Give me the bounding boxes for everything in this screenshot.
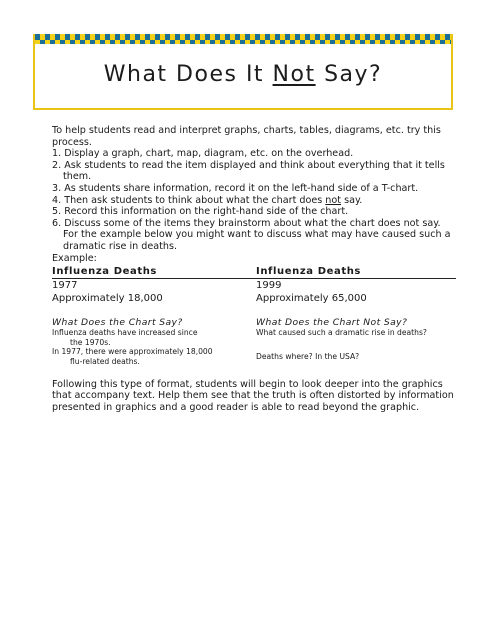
left-answer: In 1977, there were approximately 18,000 flu-related deaths. — [52, 347, 213, 366]
example-label: Example: — [52, 252, 97, 264]
right-answer: Deaths where? In the USA? — [256, 352, 360, 362]
step-item: 2. Ask students to read the item displayed and think about everything that it tells them. — [52, 159, 445, 183]
followup-text: Following this type of format, students will begin to look deeper into the graphics that accompany text. Help them see that the truth is often distorted by information presented in graphics and a good reader is able to read beyond the graphic. — [52, 378, 454, 413]
title-box — [33, 34, 453, 110]
left-question: What Does the Chart Say? — [52, 317, 183, 329]
t-chart — [52, 266, 456, 366]
left-answer: Influenza deaths have increased since the 1970s. — [52, 328, 198, 347]
step-item: 1. Display a graph, chart, map, diagram, etc. on the overhead. — [52, 148, 354, 160]
left-year: 1977 — [52, 280, 78, 292]
right-question: What Does the Chart Not Say? — [256, 317, 408, 329]
page-title: What Does It Not Say? — [103, 62, 383, 87]
right-header: Influenza Deaths — [256, 266, 456, 279]
step-item: 3. As students share information, record it on the left-hand side of a T-chart. — [52, 182, 419, 194]
right-year: 1999 — [256, 280, 282, 292]
step-item: 4. Then ask students to think about what the chart does not say. — [52, 194, 363, 206]
intro-text: To help students read and interpret graphs, charts, tables, diagrams, etc. try this process. — [52, 125, 441, 148]
left-header: Influenza Deaths — [52, 266, 256, 279]
content — [52, 125, 456, 423]
steps-list — [52, 148, 456, 252]
right-answer: What caused such a dramatic rise in deaths? — [256, 328, 427, 338]
step-item: 6. Discuss some of the items they brainstorm about what the chart does not say. For the example below you might want to discuss what may have caused such a dramatic rise in deaths. — [52, 217, 451, 252]
step-item: 5. Record this information on the right-hand side of the chart. — [52, 206, 349, 218]
checker-border-row2 — [35, 40, 451, 44]
left-value: Approximately 18,000 — [52, 293, 163, 305]
right-value: Approximately 65,000 — [256, 293, 367, 305]
